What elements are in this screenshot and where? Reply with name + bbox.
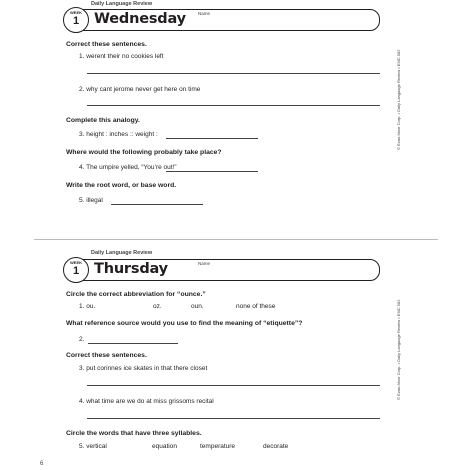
section-header: Write the root word, or base word. (66, 182, 177, 189)
answer-line[interactable] (87, 385, 380, 386)
week-label: WEEK (70, 260, 82, 265)
week-badge (63, 7, 89, 33)
question-4: 4. what time are we do at miss grissoms recital (79, 398, 214, 405)
question-5: 5. illegal (79, 197, 103, 204)
section-header: Where would the following probably take place? (66, 149, 222, 156)
question-3: 3. put corinnes ice skates in that there closet (79, 365, 208, 372)
question-1: 1. ou. (79, 303, 96, 310)
day-title: Thursday (94, 261, 168, 277)
section-header: What reference source would you use to find the meaning of “etiquette”? (66, 320, 303, 327)
week-number: 1 (72, 265, 80, 277)
answer-line[interactable] (87, 73, 380, 74)
week-label: WEEK (70, 10, 82, 15)
page-divider (34, 239, 438, 240)
section-header: Complete this analogy. (66, 117, 140, 124)
copyright-side-text: © Evan-Moor Corp. • Daily Language Review • EMC 582 (396, 299, 401, 400)
name-label: Name (198, 11, 211, 16)
answer-line[interactable] (87, 105, 380, 106)
name-label: Name (198, 261, 211, 266)
section-header: Correct these sentences. (66, 41, 147, 48)
copyright-side-text: © Evan-Moor Corp. • Daily Language Review • EMC 582 (396, 49, 401, 150)
answer-option[interactable]: equation (152, 443, 177, 450)
answer-line[interactable] (166, 138, 258, 139)
question-2: 2. why cant jerome never get here on time (79, 86, 201, 93)
week-number: 1 (72, 15, 80, 27)
section-header: Correct these sentences. (66, 352, 147, 359)
answer-line[interactable] (111, 204, 203, 205)
answer-option[interactable]: oz. (153, 303, 162, 310)
section-header: Circle the correct abbreviation for “ounce.” (66, 291, 206, 298)
answer-line[interactable] (88, 343, 178, 344)
series-title: Daily Language Review (91, 250, 153, 256)
answer-option[interactable]: none of these (236, 303, 276, 310)
answer-line[interactable] (87, 418, 380, 419)
series-title: Daily Language Review (91, 1, 153, 7)
page-number: 6 (40, 461, 44, 467)
week-badge (63, 257, 89, 283)
question-2: 2. (79, 336, 85, 343)
question-1: 1. werent their no cookies left (79, 53, 164, 60)
answer-line[interactable] (166, 171, 258, 172)
question-5: 5. vertical (79, 443, 107, 450)
answer-option[interactable]: decorate (263, 443, 289, 450)
section-header: Circle the words that have three syllables. (66, 430, 202, 437)
answer-option[interactable]: oun. (191, 303, 204, 310)
answer-option[interactable]: temperature (200, 443, 236, 450)
day-title: Wednesday (94, 11, 186, 27)
question-3: 3. height : inches :: weight : (79, 131, 158, 138)
question-4: 4. The umpire yelled, “You’re out!” (79, 164, 177, 171)
